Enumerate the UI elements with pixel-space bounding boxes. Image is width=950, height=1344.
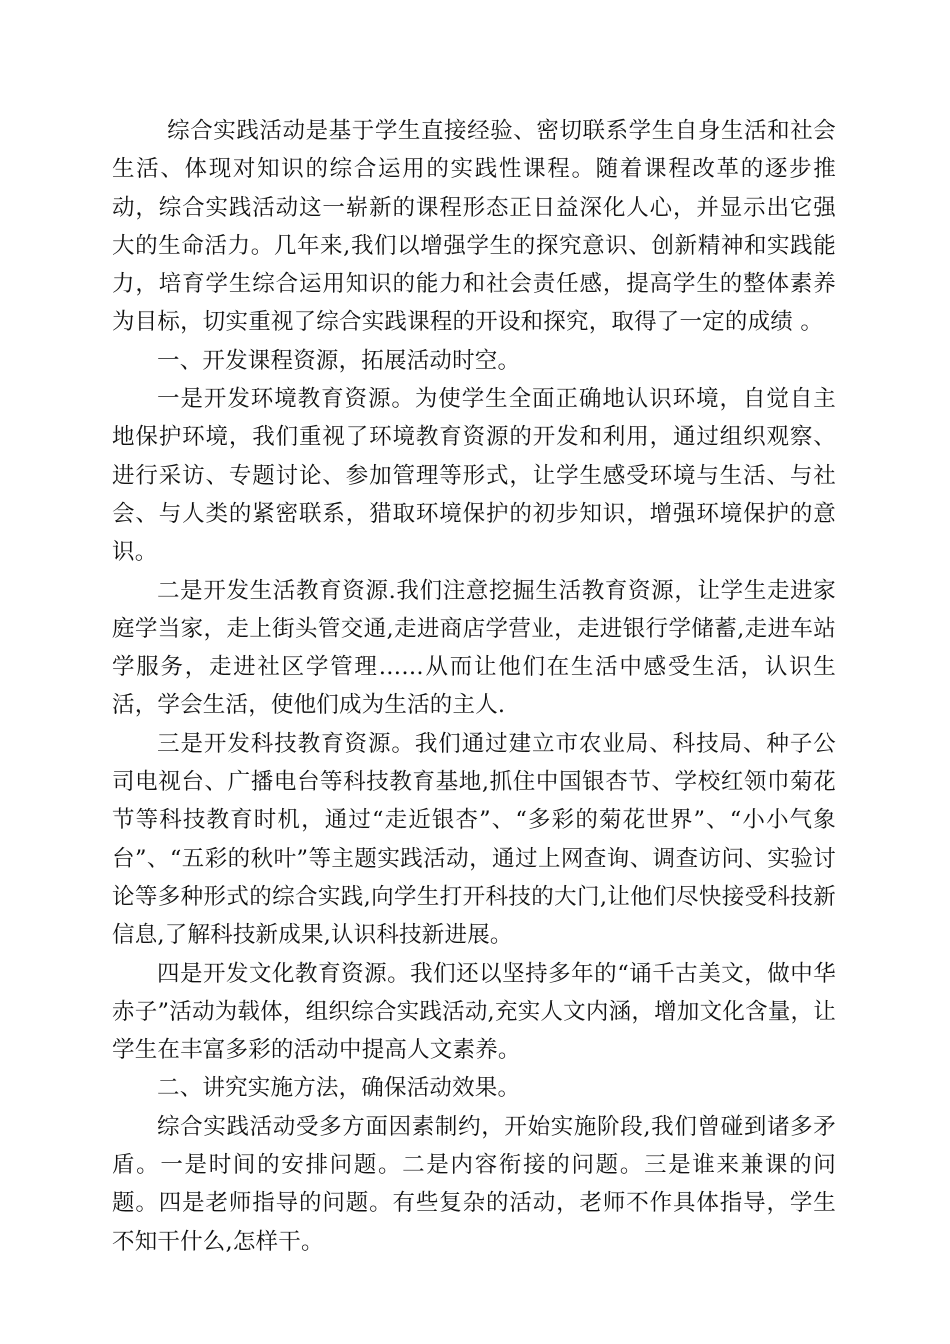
document-body — [112, 112, 836, 1261]
culture-paragraph: 四是开发文化教育资源。我们还以坚持多年的“诵千古美文，做中华赤子”活动为载体，组织综合实践活动,充实人文内涵，增加文化含量，让学生在丰富多彩的活动中提高人文素养。 — [112, 960, 836, 1064]
intro-paragraph: 综合实践活动是基于学生直接经验、密切联系学生自身生活和社会生活、体现对知识的综合运用的实践性课程。随着课程改革的逐步推动，综合实践活动这一崭新的课程形态正日益深化人心，并显示出它强大的生命活力。几年来,我们以增强学生的探究意识、创新精神和实践能力，培育学生综合运用知识的能力和社会责任感，提高学生的整体素养为目标，切实重视了综合实践课程的开设和探究，取得了一定的成绩 。 — [112, 118, 836, 336]
life-paragraph: 二是开发生活教育资源.我们注意挖掘生活教育资源，让学生走进家庭学当家，走上街头管交通,走进商店学营业，走进银行学储蓄,走进车站学服务，走进社区学管理……从而让他们在生活中感受生活，认识生活，学会生活，使他们成为生活的主人. — [112, 577, 836, 719]
environment-paragraph: 一是开发环境教育资源。为使学生全面正确地认识环境，自觉自主地保护环境，我们重视了环境教育资源的开发和利用，通过组织观察、进行采访、专题讨论、参加管理等形式，让学生感受环境与生活、与社会、与人类的紧密联系，猎取环境保护的初步知识，增强环境保护的意识。 — [112, 386, 836, 566]
implementation-paragraph: 综合实践活动受多方面因素制约，开始实施阶段,我们曾碰到诸多矛盾。一是时间的安排问题。二是内容衔接的问题。三是谁来兼课的问题。四是老师指导的问题。有些复杂的活动，老师不作具体指导，学生不知干什么,怎样干。 — [112, 1113, 836, 1255]
section-heading-1: 一、开发课程资源，拓展活动时空。 — [157, 347, 521, 374]
technology-paragraph: 三是开发科技教育资源。我们通过建立市农业局、科技局、种子公司电视台、广播电台等科技教育基地,抓住中国银杏节、学校红领巾菊花节等科技教育时机，通过“走近银杏”、“多彩的菊花世界”、“小小气象台”、“五彩的秋叶”等主题实践活动，通过上网查询、调查访问、实验讨论等多种形式的综合实践,向学生打开科技的大门,让他们尽快接受科技新信息,了解科技新成果,认识科技新进展。 — [112, 730, 836, 949]
section-heading-2: 二、讲究实施方法，确保活动效果。 — [157, 1075, 521, 1102]
